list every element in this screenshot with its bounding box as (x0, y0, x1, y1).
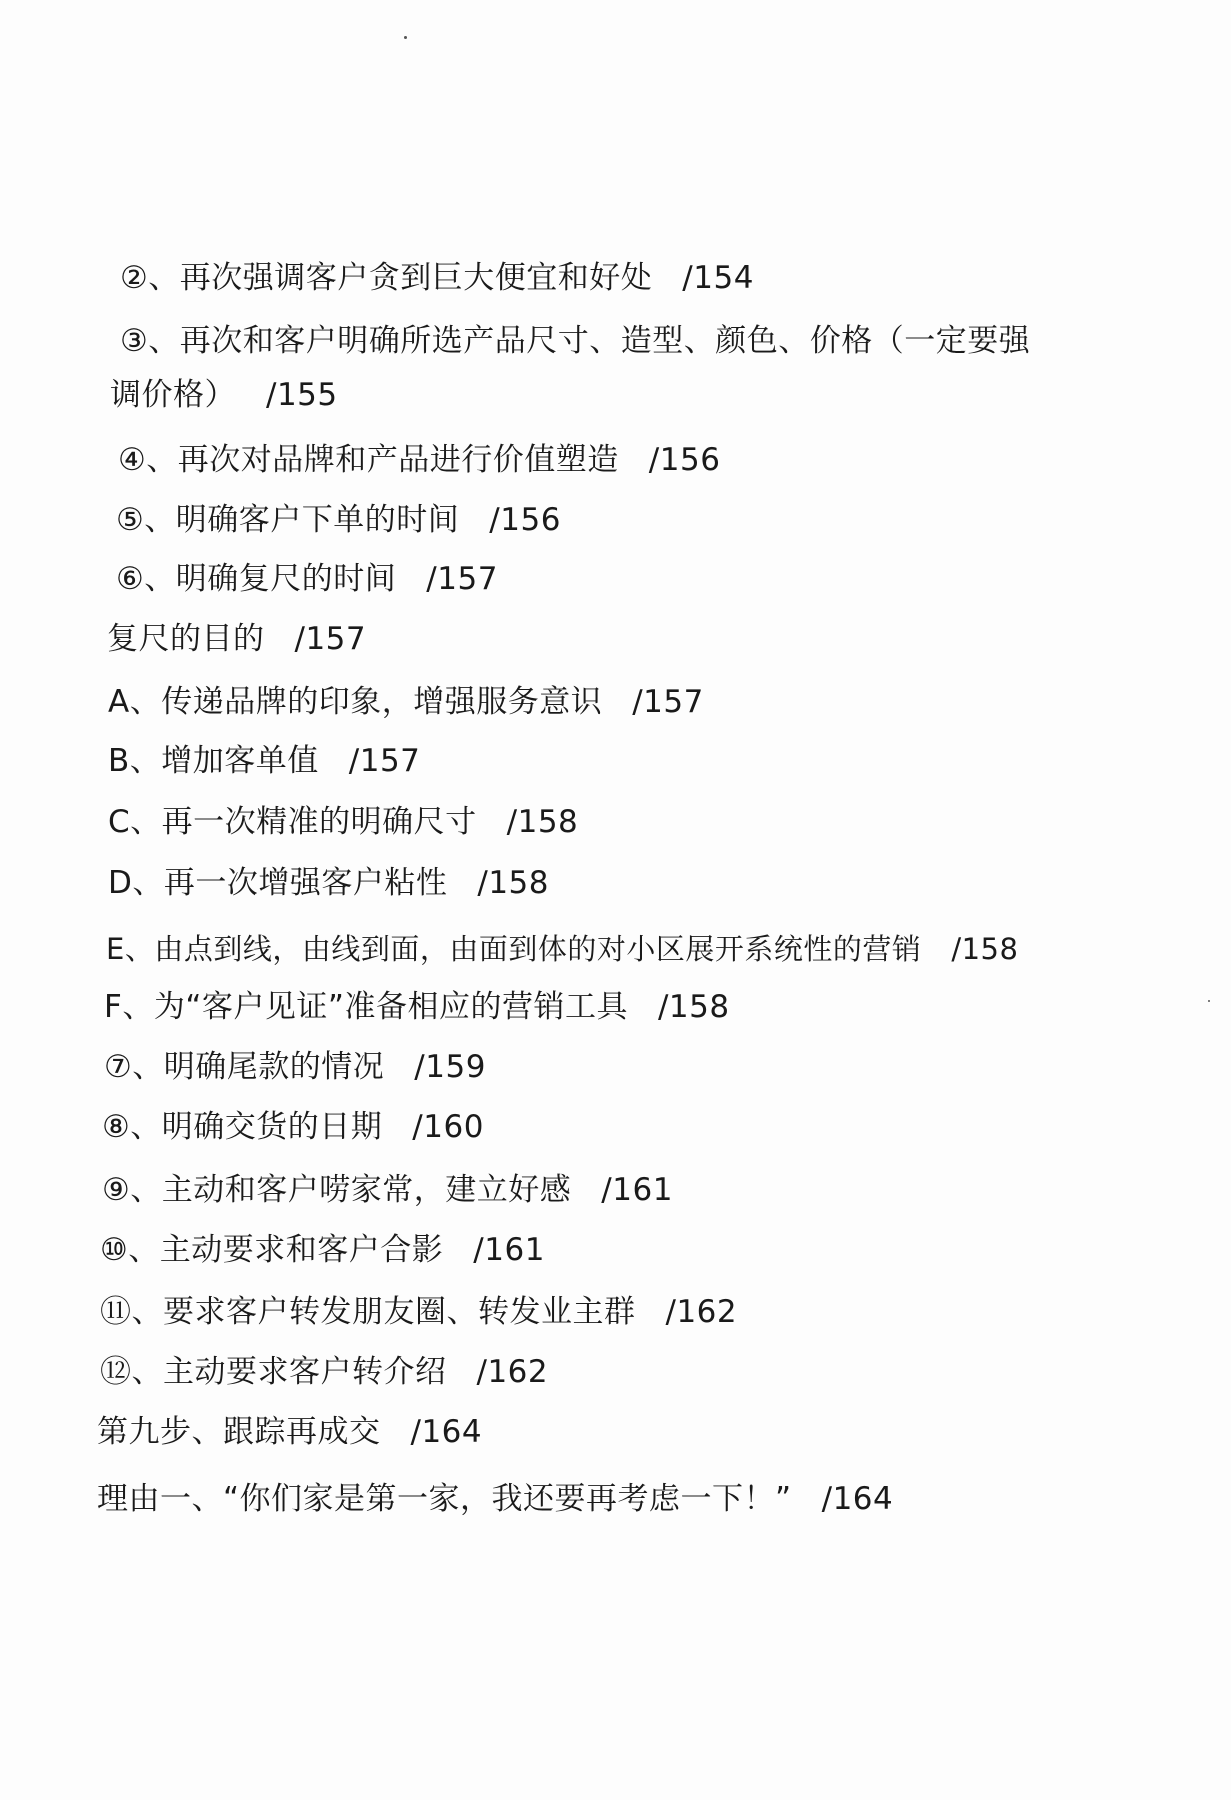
toc-entry-page: /159 (414, 1049, 486, 1085)
toc-entry-title: ⑦、明确尾款的情况 (104, 1049, 385, 1085)
toc-entry[interactable] (116, 500, 561, 540)
toc-entry-title: 第九步、跟踪再成交 (97, 1414, 381, 1450)
toc-entry-title: ⑤、明确客户下单的时间 (116, 502, 460, 538)
toc-entry-title: 调价格） (110, 377, 236, 413)
toc-entry[interactable] (100, 1230, 545, 1270)
toc-entry[interactable] (118, 440, 720, 480)
toc-entry-page: /161 (601, 1172, 673, 1208)
toc-entry-page: /157 (294, 621, 367, 657)
toc-entry[interactable] (102, 1170, 673, 1210)
toc-entry[interactable] (106, 929, 1018, 969)
toc-entry[interactable] (108, 802, 578, 842)
scan-speck (1208, 1000, 1210, 1002)
toc-entry[interactable] (120, 321, 1060, 361)
toc-entry-page: /158 (657, 989, 730, 1025)
toc-entry-title: ④、再次对品牌和产品进行价值塑造 (118, 442, 619, 478)
toc-entry[interactable] (104, 987, 730, 1027)
toc-entry-page: /154 (682, 260, 754, 296)
toc-entry[interactable] (108, 863, 549, 903)
toc-entry[interactable] (108, 682, 704, 722)
toc-entry-page: /164 (821, 1481, 894, 1517)
scan-speck (404, 36, 407, 39)
toc-entry[interactable] (110, 375, 338, 415)
toc-entry-page: /162 (476, 1354, 549, 1390)
toc-entry-page: /162 (665, 1294, 738, 1330)
toc-entry[interactable] (104, 1047, 486, 1087)
toc-entry[interactable] (108, 741, 420, 781)
toc-entry-page: /155 (266, 377, 338, 413)
toc-entry-title: C、再一次精准的明确尺寸 (108, 804, 477, 840)
toc-entry-page: /156 (648, 442, 721, 478)
toc-entry-page: /156 (489, 502, 561, 538)
toc-entry-title: 复尺的目的 (107, 621, 265, 657)
toc-entry-title: ⑪、要求客户转发朋友圈、转发业主群 (100, 1294, 636, 1330)
toc-entry-page: /164 (410, 1414, 483, 1450)
toc-entry[interactable] (100, 1352, 548, 1392)
toc-entry-page: /158 (951, 932, 1019, 966)
toc-entry-page: /158 (477, 865, 549, 901)
toc-entry-page: /157 (348, 743, 421, 779)
toc-entry-title: ⑧、明确交货的日期 (102, 1109, 383, 1145)
toc-entry-title: ⑥、明确复尺的时间 (116, 561, 397, 597)
toc-entry[interactable] (102, 1107, 484, 1147)
toc-entry-title: 理由一、“你们家是第一家，我还要再考虑一下！” (97, 1481, 792, 1517)
toc-entry-title: E、由点到线，由线到面，由面到体的对小区展开系统性的营销 (106, 932, 922, 966)
toc-entry-page: /157 (632, 684, 704, 720)
toc-entry-title: ③、再次和客户明确所选产品尺寸、造型、颜色、价格（一定要强 (120, 323, 1031, 359)
toc-entry-title: A、传递品牌的印象，增强服务意识 (108, 684, 603, 720)
toc-entry-page: /158 (506, 804, 579, 840)
toc-entry-title: D、再一次增强客户粘性 (108, 865, 448, 901)
toc-entry-title: ⑫、主动要求客户转介绍 (100, 1354, 447, 1390)
toc-entry-title: B、增加客单值 (108, 743, 319, 779)
toc-entry[interactable] (120, 258, 754, 298)
toc-entry[interactable] (97, 1412, 482, 1452)
toc-entry[interactable] (97, 1479, 893, 1519)
toc-entry-title: ⑨、主动和客户唠家常，建立好感 (102, 1172, 572, 1208)
toc-entry-page: /161 (473, 1232, 545, 1268)
toc-entry[interactable] (116, 559, 498, 599)
toc-entry-page: /157 (426, 561, 498, 597)
toc-entry[interactable] (100, 1292, 737, 1332)
toc-entry-page: /160 (412, 1109, 484, 1145)
toc-entry-title: ②、再次强调客户贪到巨大便宜和好处 (120, 260, 653, 296)
toc-entry[interactable] (107, 619, 366, 659)
toc-entry-title: F、为“客户见证”准备相应的营销工具 (104, 989, 628, 1025)
toc-entry-title: ⑩、主动要求和客户合影 (100, 1232, 444, 1268)
